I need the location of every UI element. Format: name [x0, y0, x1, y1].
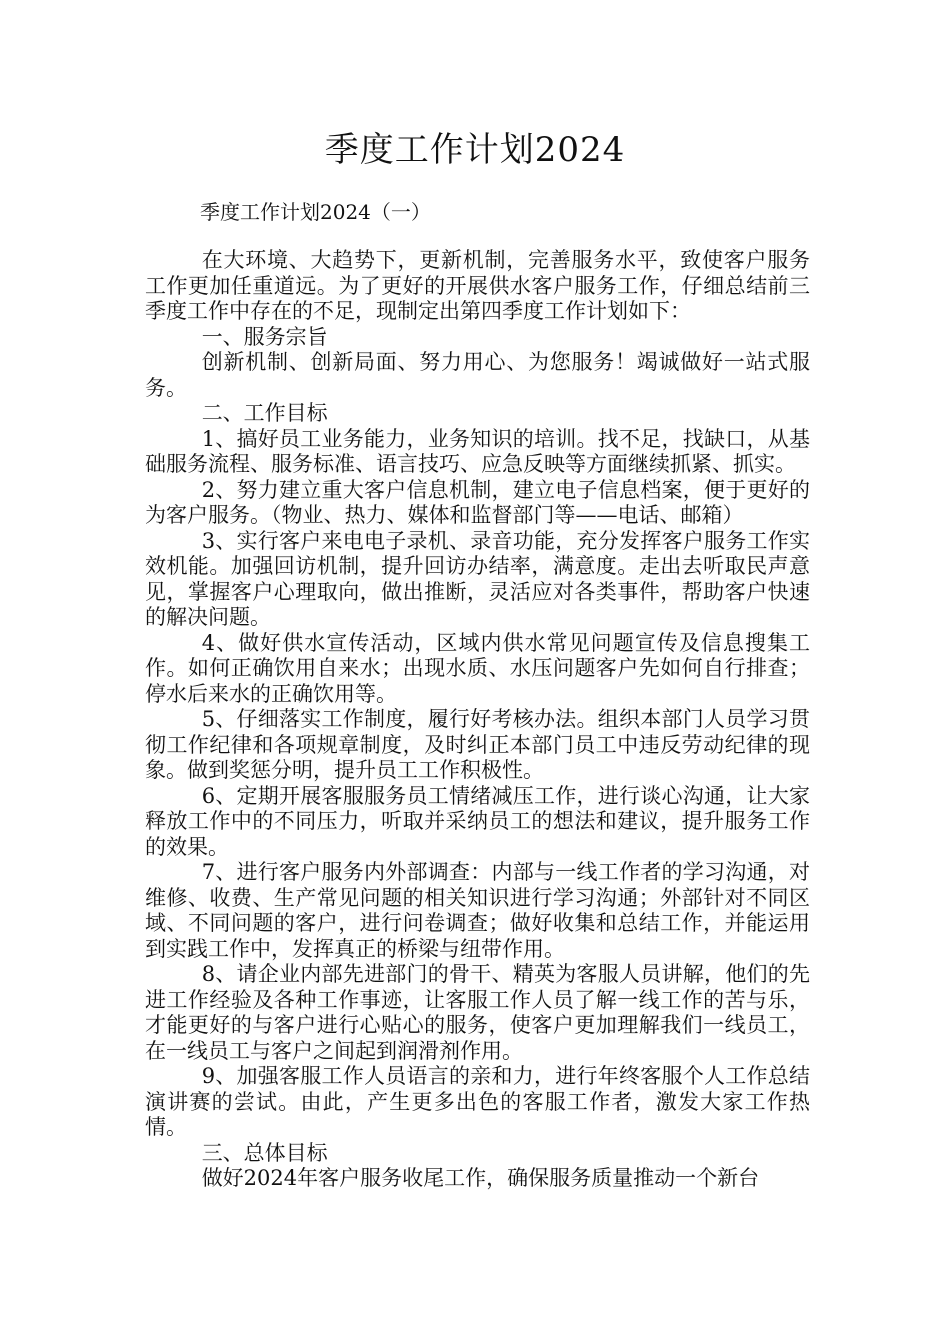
- paragraph: 在大环境、大趋势下，更新机制，完善服务水平，致使客户服务工作更加任重道远。为了更好的开展供水客户服务工作，仔细总结前三季度工作中存在的不足，现制定出第四季度工作计划如下：: [145, 248, 810, 323]
- list-item: 8、请企业内部先进部门的骨干、精英为客服人员讲解，他们的先进工作经验及各种工作事迹，让客服工作人员了解一线工作的苦与乐，才能更好的与客户进行心贴心的服务，使客户更加理解我们一线员工，在一线员工与客户之间起到润滑剂作用。: [145, 962, 810, 1063]
- document-title: 季度工作计划2024: [324, 130, 626, 170]
- paragraph: 创新机制、创新局面、努力用心、为您服务！竭诚做好一站式服务。: [145, 350, 810, 400]
- document-body: [145, 248, 810, 1192]
- list-item: 3、实行客户来电电子录机、录音功能，充分发挥客户服务工作实效机能。加强回访机制，提升回访办结率，满意度。走出去听取民声意见，掌握客户心理取向，做出推断，灵活应对各类事件，帮助客户快速的解决问题。: [145, 528, 810, 629]
- list-item: 5、仔细落实工作制度，履行好考核办法。组织本部门人员学习贯彻工作纪律和各项规章制度，及时纠正本部门员工中违反劳动纪律的现象。做到奖惩分明，提升员工工作积极性。: [145, 707, 810, 782]
- list-item: 9、加强客服工作人员语言的亲和力，进行年终客服个人工作总结演讲赛的尝试。由此，产生更多出色的客服工作者，激发大家工作热情。: [145, 1064, 810, 1139]
- list-item: 2、努力建立重大客户信息机制，建立电子信息档案，便于更好的为客户服务。（物业、热力、媒体和监督部门等——电话、邮箱）: [145, 477, 810, 527]
- document-subtitle: 季度工作计划2024（一）: [200, 200, 431, 224]
- section-heading: 二、工作目标: [201, 401, 328, 425]
- section-heading: 一、服务宗旨: [201, 324, 328, 349]
- list-item: 4、做好供水宣传活动，区域内供水常见问题宣传及信息搜集工作。如何正确饮用自来水；出现水质、水压问题客户先如何自行排查；停水后来水的正确饮用等。: [145, 630, 810, 706]
- paragraph: 做好2024年客户服务收尾工作，确保服务质量推动一个新台: [201, 1166, 760, 1190]
- section-heading: 三、总体目标: [201, 1140, 328, 1165]
- list-item: 7、进行客户服务内外部调查：内部与一线工作者的学习沟通，对维修、收费、生产常见问题的相关知识进行学习沟通；外部针对不同区域、不同问题的客户，进行问卷调查；做好收集和总结工作，并能运用到实践工作中，发挥真正的桥梁与纽带作用。: [145, 860, 810, 961]
- list-item: 6、定期开展客服服务员工情绪减压工作，进行谈心沟通，让大家释放工作中的不同压力，听取并采纳员工的想法和建议，提升服务工作的效果。: [145, 783, 810, 859]
- list-item: 1、搞好员工业务能力，业务知识的培训。找不足，找缺口，从基础服务流程、服务标准、语言技巧、应急反映等方面继续抓紧、抓实。: [145, 426, 810, 476]
